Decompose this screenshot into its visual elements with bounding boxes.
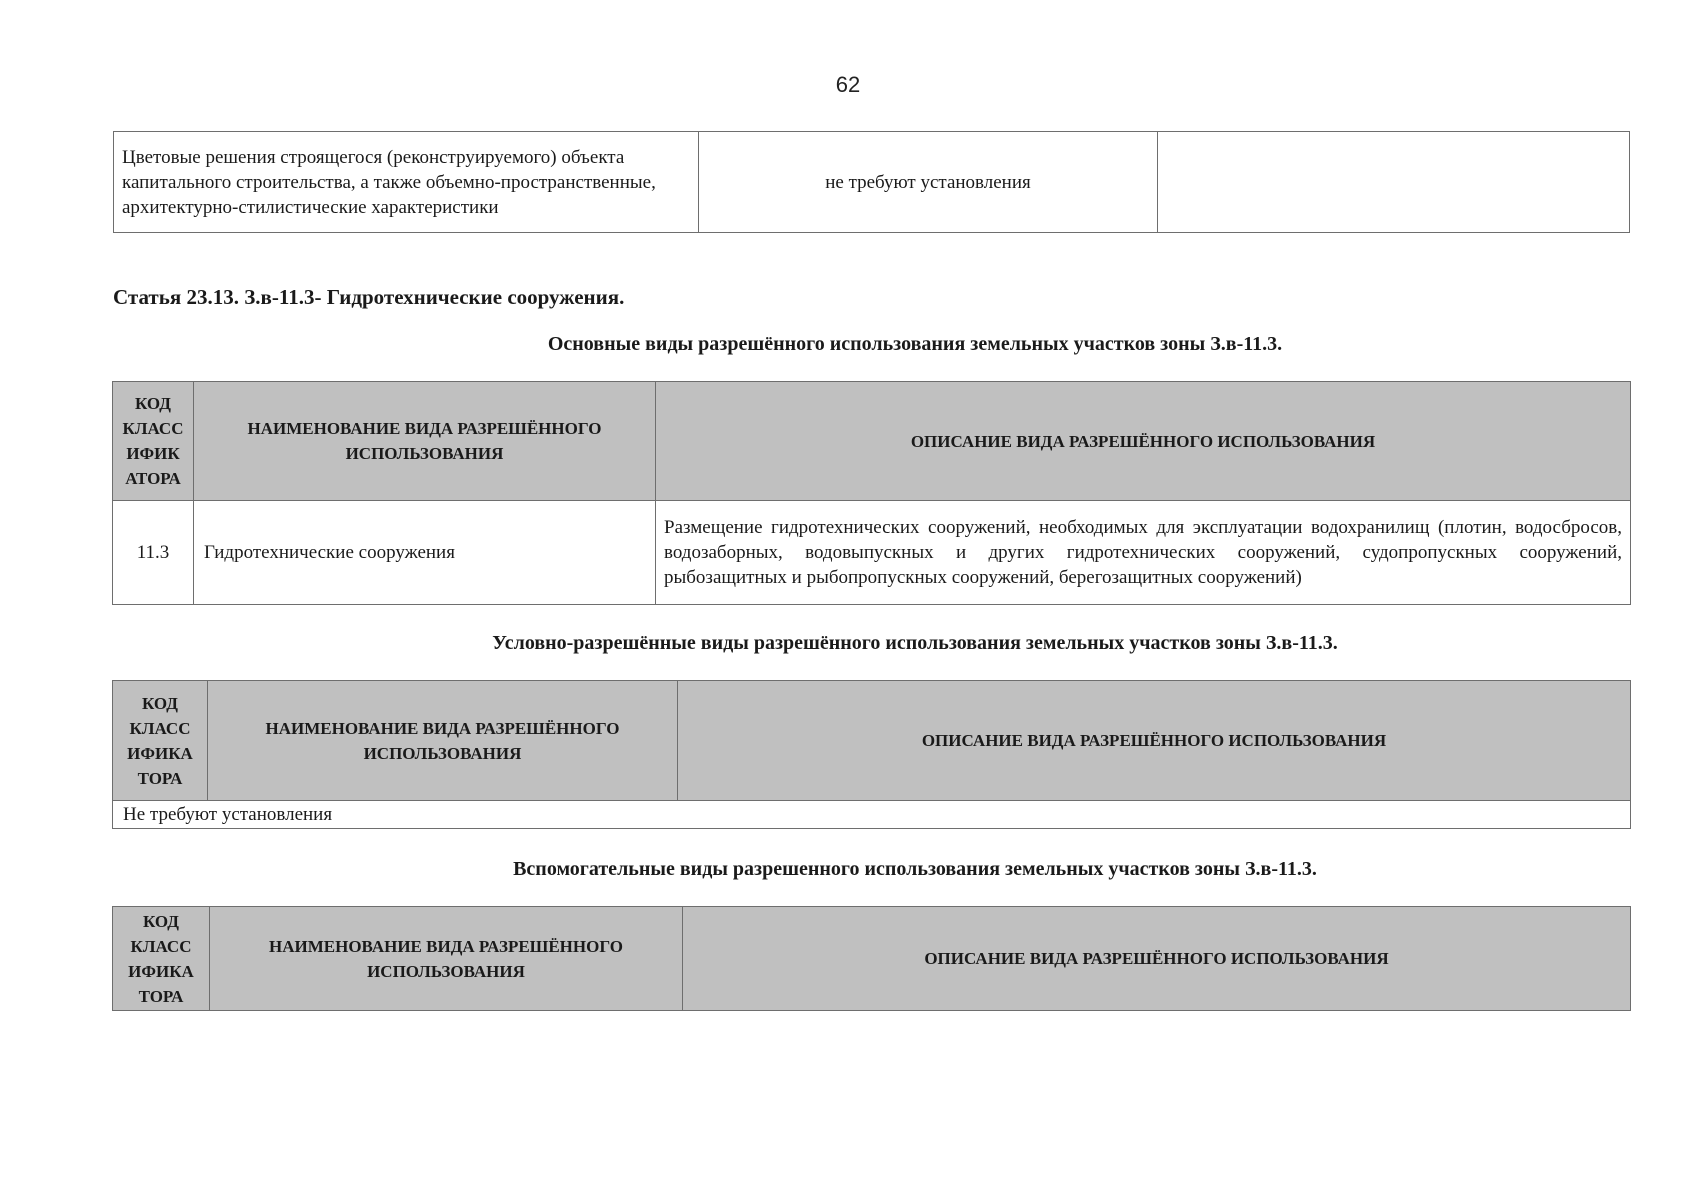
page-number: 62 <box>835 72 861 97</box>
table-row <box>113 501 1631 605</box>
table-row <box>113 801 1631 829</box>
use-name: Гидротехнические сооружения <box>194 501 656 605</box>
requirement-note <box>1158 132 1630 233</box>
header-code: КОД КЛАСС ИФИКА ТОРА <box>113 907 210 1011</box>
requirement-label: Цветовые решения строящегося (реконструируемого) объекта капитального строительства, а также объемно-пространственные, архитектурно-стилистические характеристики <box>114 132 699 233</box>
architecture-requirements-table <box>113 131 1630 233</box>
header-description: ОПИСАНИЕ ВИДА РАЗРЕШЁННОГО ИСПОЛЬЗОВАНИЯ <box>683 907 1631 1011</box>
header-description: ОПИСАНИЕ ВИДА РАЗРЕШЁННОГО ИСПОЛЬЗОВАНИЯ <box>678 681 1631 801</box>
use-description: Размещение гидротехнических сооружений, необходимых для эксплуатации водохранилищ (плотин, водосбросов, водозаборных, водовыпускных и других гидротехнических сооружений, судопропускных сооружений, рыбозащитных и рыбопропускных сооружений, берегозащитных сооружений) <box>656 501 1631 605</box>
empty-note: Не требуют установления <box>113 801 1631 829</box>
header-code: КОД КЛАСС ИФИКА ТОРА <box>113 681 208 801</box>
table-header-row <box>113 382 1631 501</box>
header-code: КОД КЛАСС ИФИК АТОРА <box>113 382 194 501</box>
table-header-row <box>113 907 1631 1011</box>
header-description: ОПИСАНИЕ ВИДА РАЗРЕШЁННОГО ИСПОЛЬЗОВАНИЯ <box>656 382 1631 501</box>
conditional-uses-table <box>112 680 1631 829</box>
header-name: НАИМЕНОВАНИЕ ВИДА РАЗРЕШЁННОГО ИСПОЛЬЗОВАНИЯ <box>210 907 683 1011</box>
main-uses-table <box>112 381 1631 605</box>
auxiliary-uses-table <box>112 906 1631 1011</box>
table-row <box>114 132 1630 233</box>
conditional-uses-title: Условно-разрешённые виды разрешённого использования земельных участков зоны З.в-11.3. <box>492 632 1338 654</box>
auxiliary-uses-title: Вспомогательные виды разрешенного использования земельных участков зоны З.в-11.3. <box>513 858 1317 880</box>
requirement-value: не требуют установления <box>699 132 1158 233</box>
main-uses-title: Основные виды разрешённого использования земельных участков зоны З.в-11.3. <box>547 333 1283 355</box>
header-name: НАИМЕНОВАНИЕ ВИДА РАЗРЕШЁННОГО ИСПОЛЬЗОВАНИЯ <box>208 681 678 801</box>
article-title: Статья 23.13. З.в-11.3- Гидротехнические сооружения. <box>113 285 625 309</box>
use-code: 11.3 <box>113 501 194 605</box>
table-header-row <box>113 681 1631 801</box>
header-name: НАИМЕНОВАНИЕ ВИДА РАЗРЕШЁННОГО ИСПОЛЬЗОВАНИЯ <box>194 382 656 501</box>
